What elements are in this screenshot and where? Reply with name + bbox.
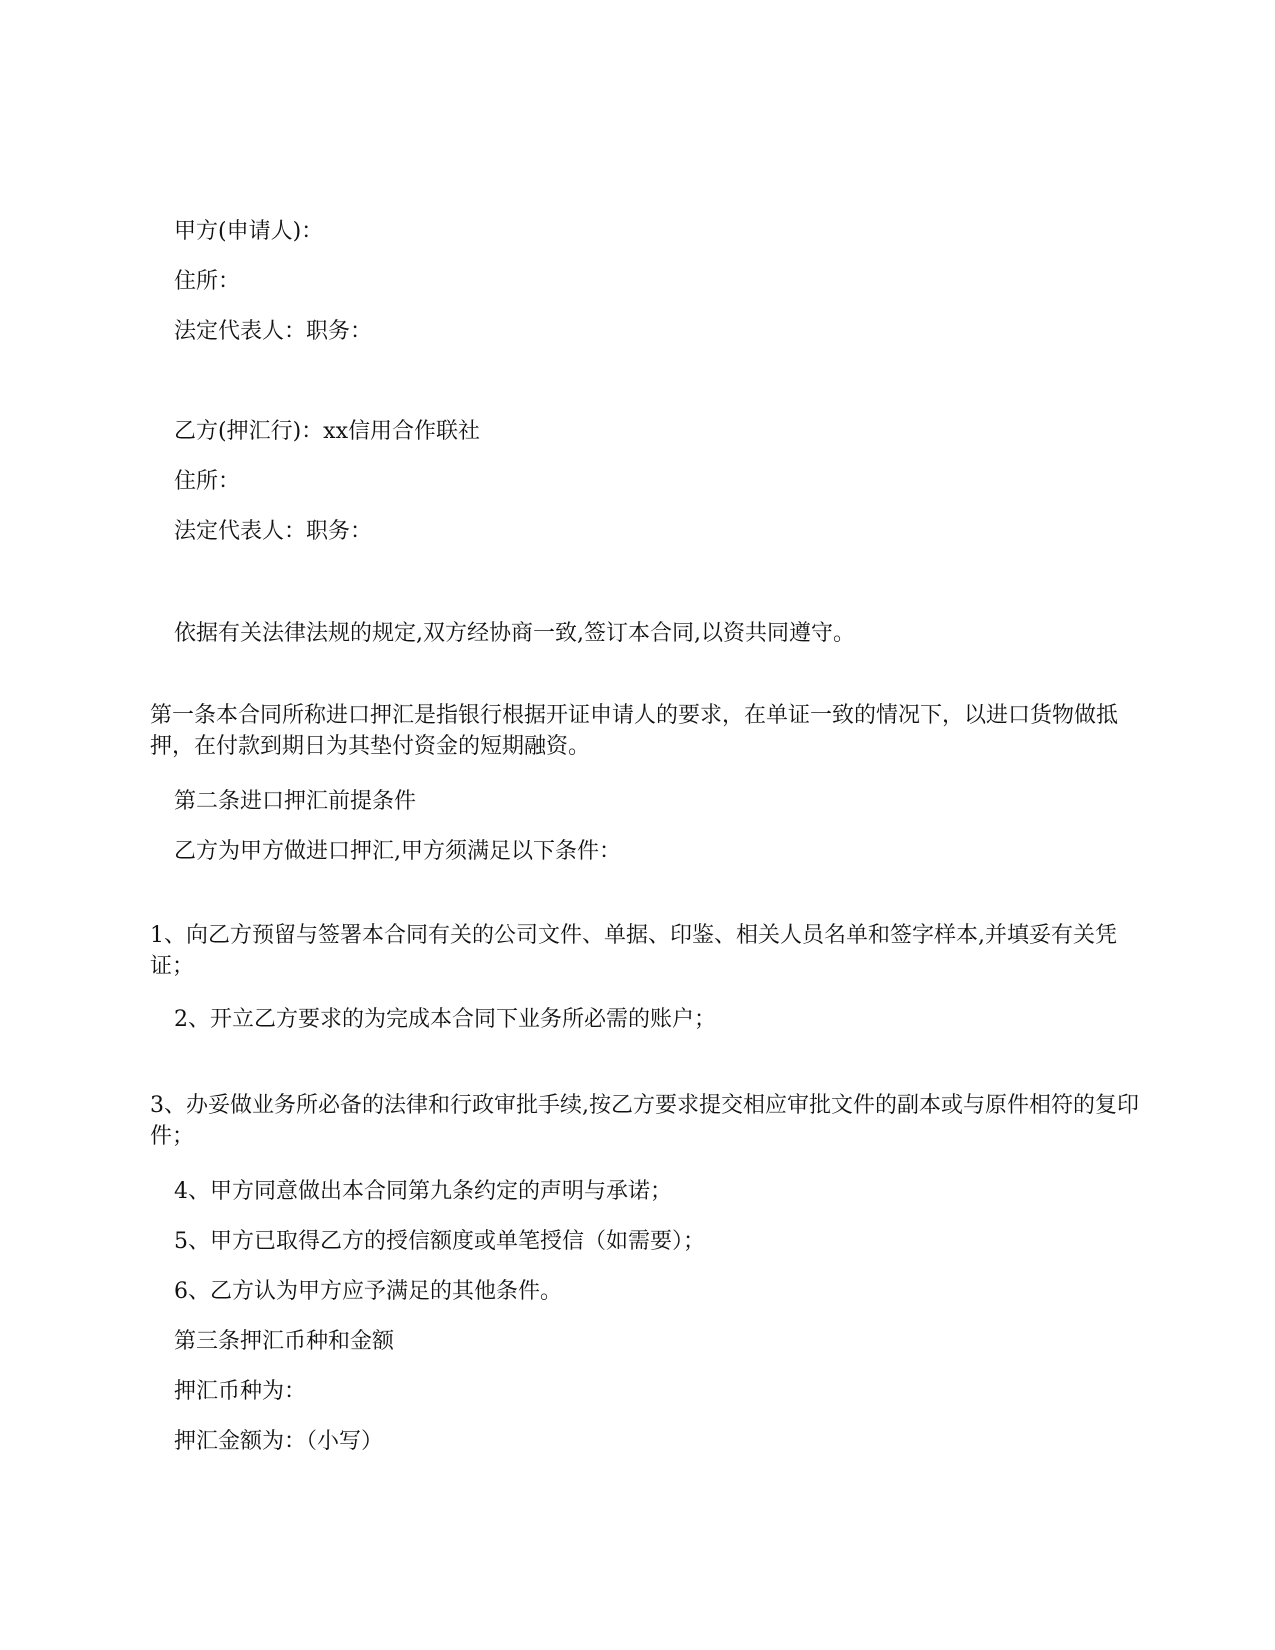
amount-field: 押汇金额为：（小写） [174, 1429, 384, 1454]
party-a-title: 甲方(申请人)： [174, 219, 324, 244]
article-1: 第一条本合同所称进口押汇是指银行根据开证申请人的要求，在单证一致的情况下，以进口货物做抵押，在付款到期日为其垫付资金的短期融资。 [150, 703, 1119, 759]
condition-item-6: 6、乙方认为甲方应予满足的其他条件。 [174, 1279, 562, 1304]
condition-item-5: 5、甲方已取得乙方的授信额度或单笔授信（如需要）； [174, 1229, 705, 1254]
currency-field: 押汇币种为： [174, 1379, 307, 1404]
party-b-address: 住所： [174, 469, 241, 494]
article-2-heading: 第二条进口押汇前提条件 [174, 789, 417, 814]
party-b-representative: 法定代表人：职务： [174, 519, 373, 544]
condition-item-2: 2、开立乙方要求的为完成本合同下业务所必需的账户； [174, 1007, 716, 1032]
party-a-representative: 法定代表人：职务： [174, 319, 373, 344]
condition-item-1: 1、向乙方预留与签署本合同有关的公司文件、单据、印鉴、相关人员名单和签字样本,并填妥有关凭证； [150, 923, 1117, 979]
condition-item-4: 4、甲方同意做出本合同第九条约定的声明与承诺； [174, 1179, 672, 1204]
condition-item-3: 3、办妥做业务所必备的法律和行政审批手续,按乙方要求提交相应审批文件的副本或与原件相符的复印件； [150, 1093, 1139, 1149]
party-a-address: 住所： [174, 269, 241, 294]
party-b-title: 乙方(押汇行)：xx信用合作联社 [174, 419, 480, 444]
article-3-heading: 第三条押汇币种和金额 [174, 1329, 395, 1354]
preamble: 依据有关法律法规的规定,双方经协商一致,签订本合同,以资共同遵守。 [174, 621, 855, 646]
article-2-intro: 乙方为甲方做进口押汇,甲方须满足以下条件： [174, 839, 621, 864]
